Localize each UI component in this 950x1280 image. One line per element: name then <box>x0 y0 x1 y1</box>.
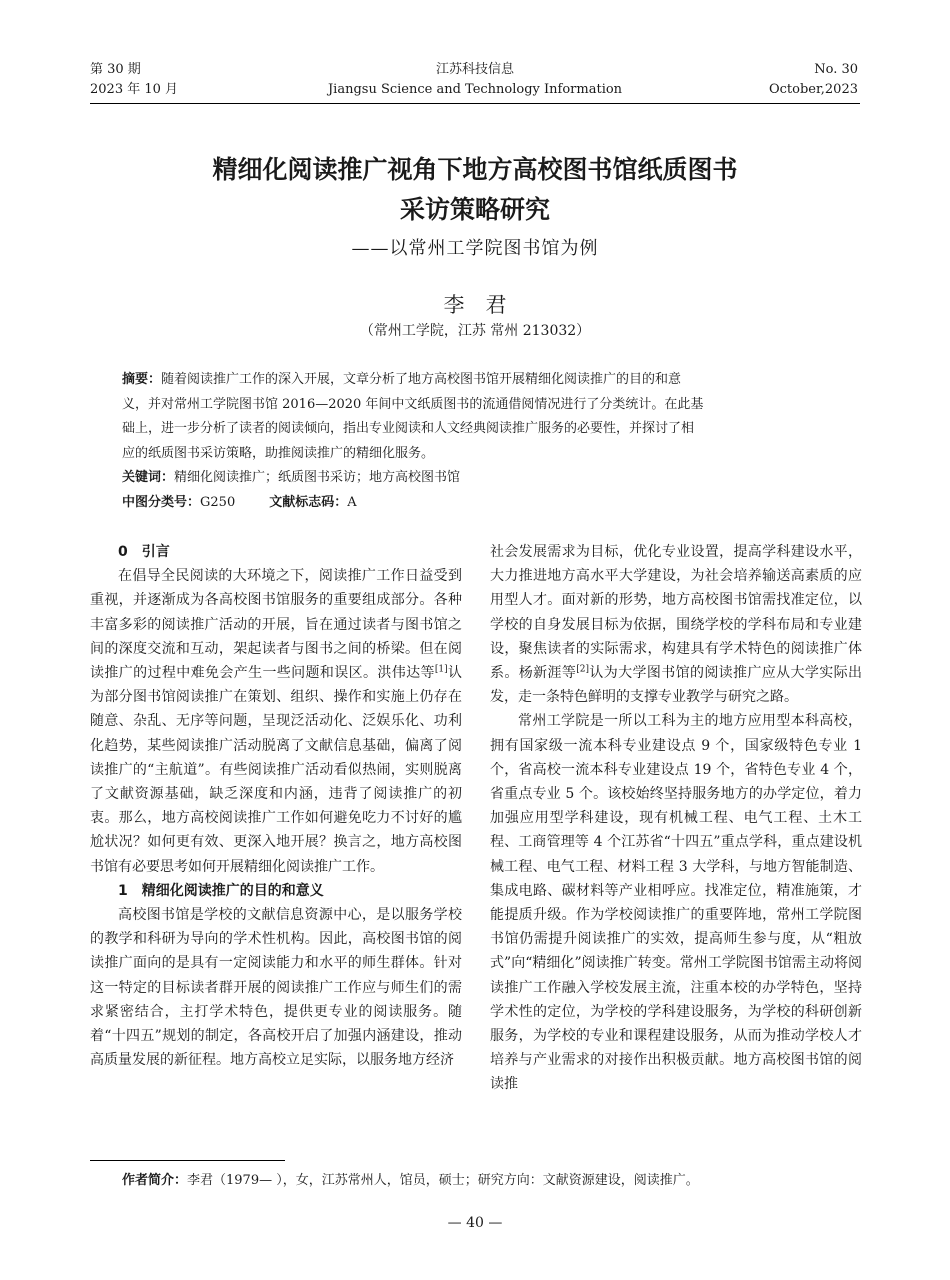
body-column-right <box>490 540 862 1097</box>
article-title <box>0 150 950 230</box>
doc-code-label: 文献标志码： <box>269 494 348 510</box>
keywords: 精细化阅读推广；纸质图书采访；地方高校图书馆 <box>174 470 461 485</box>
running-header-right <box>769 60 858 100</box>
issue-date-cn: 2023 年 10 月 <box>90 82 179 97</box>
citation-ref: [1] <box>434 664 448 675</box>
abstract-line: 应的纸质图书采访策略，助推阅读推广的精细化服务。 <box>122 445 435 461</box>
abstract-label: 摘要： <box>122 372 162 387</box>
paragraph: 在倡导全民阅读的大环境之下，阅读推广工作日益受到重视，并逐渐成为各高校图书馆服务的重要组成部分。各种丰富多彩的阅读推广活动的开展，旨在通过读者与图书馆之间的深度交流和互动，架起读者与图书之间的桥梁。但在阅读推广的过程中难免会产生一些问题和误区。洪伟达等[1]认为部分图书馆阅读推广在策划、组织、操作和实施上仍存在随意、杂乱、无序等问题，呈现泛活动化、泛娱乐化、功利化趋势，某些阅读推广活动脱离了文献信息基础，偏离了阅读推广的“主航道”。有些阅读推广活动看似热闹，实则脱离了文献资源基础，缺乏深度和内涵，违背了阅读推广的初衷。那么，地方高校阅读推广工作如何避免吃力不讨好的尴尬状况？如何更有效、更深入地开展？换言之，地方高校图书馆有必要思考如何开展精细化阅读推广工作。 <box>90 568 463 875</box>
author-affiliation: （常州工学院，江苏 常州 213032） <box>359 323 591 339</box>
abstract-line: 础上，进一步分析了读者的阅读倾向，指出专业阅读和人文经典阅读推广服务的必要性，并探讨了相 <box>122 421 695 436</box>
header-rule <box>90 103 860 104</box>
classification-line <box>122 491 832 516</box>
journal-name-en: Jiangsu Science and Technology Information <box>327 82 623 97</box>
abstract-line: 义，并对常州工学院图书馆 2016—2020 年间中文纸质图书的流通借阅情况进行了分类统计。在此基 <box>122 396 704 412</box>
clc-label: 中图分类号： <box>122 494 201 510</box>
journal-name-cn: 江苏科技信息 <box>435 62 514 77</box>
clc-code: G250 <box>200 494 236 510</box>
footnote-text: 李君（1979— ），女，江苏常州人，馆员，硕士；研究方向：文献资源建设，阅读推广。 <box>187 1173 699 1188</box>
footnote-label: 作者简介： <box>122 1173 188 1188</box>
article-subtitle: ——以常州工学院图书馆为例 <box>351 238 599 259</box>
keywords-line <box>122 466 832 491</box>
keywords-label: 关键词： <box>122 470 175 485</box>
paragraph: 高校图书馆是学校的文献信息资源中心，是以服务学校的教学和科研为导向的学术性机构。因此，高校图书馆的阅读推广面向的是具有一定阅读能力和水平的师生群体。针对这一特定的目标读者群开展的阅读推广工作应与师生们的需求紧密结合，主打学术特色，提供更专业的阅读服务。随着“十四五”规划的制定，各高校开启了加强内涵建设，推动高质量发展的新征程。地方高校立足实际，以服务地方经济 <box>90 907 462 1069</box>
title-line-2: 采访策略研究 <box>399 195 550 224</box>
body-column-left <box>90 540 462 1072</box>
doc-code: A <box>347 494 357 510</box>
abstract-line: 摘要：随着阅读推广工作的深入开展，文章分析了地方高校图书馆开展精细化阅读推广的目的和意 <box>122 372 682 387</box>
paragraph: 社会发展需求为目标，优化专业设置，提高学科建设水平，大力推进地方高水平大学建设，为社会培养输送高素质的应用型人才。面对新的形势，地方高校图书馆需找准定位，以学校的自身发展目标为依据，围绕学校的学科布局和专业建设，聚焦读者的实际需求，构建具有学术特色的阅读推广体系。杨新涯等[2]认为大学图书馆的阅读推广应从大学实际出发，走一条特色鲜明的支撑专业教学与研究之路。 <box>490 544 863 706</box>
issue-number-cn: 第 30 期 <box>90 62 141 77</box>
section-heading-purpose: 1 精细化阅读推广的目的和意义 <box>118 882 324 899</box>
citation-ref: [2] <box>576 664 589 675</box>
title-line-1: 精细化阅读推广视角下地方高校图书馆纸质图书 <box>212 155 738 184</box>
page-number: — 40 — <box>447 1215 503 1231</box>
issue-number-en: No. 30 <box>814 62 858 77</box>
author-name: 李 君 <box>443 293 507 317</box>
section-heading-intro: 0 引言 <box>118 544 170 560</box>
author-bio-footnote <box>122 1170 699 1192</box>
abstract-block <box>122 368 832 515</box>
footnote-rule <box>90 1160 285 1161</box>
paragraph: 常州工学院是一所以工科为主的地方应用型本科高校，拥有国家级一流本科专业建设点 9 个，国家级特色专业 1 个，省高校一流本科专业建设点 19 个，省特色专业 4 个，省重点专业 5 个。该校始终坚持服务地方的办学定位，着力加强应用型学科建设，现有机械工程、电气工程、土木工程、工商管理等 4 个江苏省“十四五”重点学科，重点建设机械工程、电气工程、材料工程 3 大学科，与地方智能制造、集成电路、碳材料等产业相呼应。找准定位，精准施策，才能提质升级。作为学校阅读推广的重要阵地，常州工学院图书馆仍需提升阅读推广的实效，提高师生参与度，从“粗放式”向“精细化”阅读推广转变。常州工学院图书馆需主动将阅读推广工作融入学校发展主流，注重本校的办学特色，坚持学术性的定位，为学校的学科建设服务，为学校的科研创新服务，为学校的专业和课程建设服务，从而为推动学校人才培养与产业需求的对接作出积极贡献。地方高校图书馆的阅读推 <box>490 713 862 1093</box>
issue-date-en: October,2023 <box>768 82 858 97</box>
